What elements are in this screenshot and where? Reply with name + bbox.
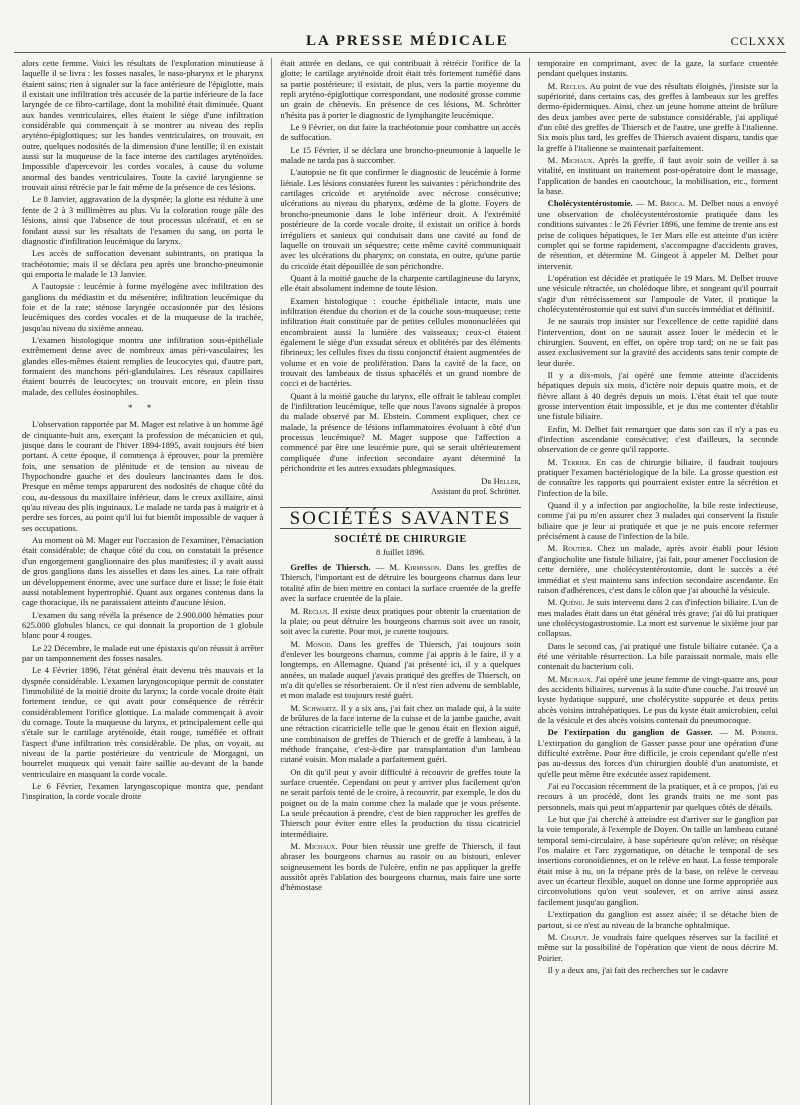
speaker-name: M. Michaux. xyxy=(547,155,595,166)
paragraph: M. Chaput. Je voudrais faire quelques réserves sur la facilité et même sur la possibilité de l'opération que vient de nous décrire M. Poirier. xyxy=(537,931,778,963)
speaker-name: M. Reclus. xyxy=(290,605,330,616)
paragraph: L'opération est décidée et pratiquée le 19 Mars. M. Delbet trouve une vésicule rétractée, un cholédoque libre, et songeant qu'il pourrait s'agir d'un rétrécissement sur l'ampoule de Vater, il pratique la cholécystentérostomie qui est suivi d'un succès immédiat et définitif. xyxy=(537,272,778,314)
column-1 xyxy=(14,58,271,1105)
paragraph: Le 4 Février 1896, l'état général était devenu très mauvais et la dyspnée considérable. L'examen laryngoscopique permit de constater l'immobilité de la moitié droite du larynx; la corde vocale droite était fortement tendue, ce qui avait pour conséquence de rétrécir considérablement l'orifice glottique. La malade commençait à avoir du cornage. Toute la muqueuse du larynx, et principalement celle qui s'étale sur le cartilage aryténoïde, était rouge, tuméfiée et offrait l'aspect d'une infiltration très considérable. De plus, on voyait, au niveau de la partie postérieure du ventricule de Morgagni, un bourrelet muqueux qui venait faire saillie au-devant de la bande ventriculaire en masquant la corde vocale. xyxy=(22,665,264,779)
paragraph: Enfin, M. Delbet fait remarquer que dans son cas il n'y a pas eu d'infection ascendante consécutive; c'est d'ailleurs, la seconde observation de ce genre qu'il rapporte. xyxy=(537,423,778,455)
paragraph: M. Reclus. Au point de vue des résultats éloignés, j'insiste sur la supériorité, dans certains cas, des greffes à lambeaux sur les greffes dermo-épidermiques. Ainsi, chez un jeune homme atteint de brûlure des deux jambes avec perte de substance considérable, j'ai appliqué d'un côté des greffes de Thiersch et de l'autre, une greffe à l'italienne. Six mois plus tard, les greffes de Thiersch avaient disparu, tandis que la greffe à l'italienne se maintenait parfaitement. xyxy=(537,80,778,153)
paragraph: Quant à la moitié gauche du larynx, elle offrait le tableau complet de l'infiltration leucémique, telle que nous l'avons signalée à propos du malade observé par M. Ebstein. Comment expliquer, chez ce malade, la présence de lésions inflammatoires évoluant à côté d'un processus leucémique? M. Mager suppose que l'affection a commencé par être une leucémie pure, qui se serait ultérieurement compliquée d'une infection secondaire ayant déterminé la périchondrite et les autres exsudats phlegmasiques. xyxy=(280,390,521,474)
speaker-name: M. Reclus. xyxy=(547,80,588,91)
paragraph: M. Michaux. Après la greffe, il faut avoir soin de veiller à sa vitalité, en instituant un traitement post-opératoire dont le massage, l'application de bandes en caoutchouc, la mobilisation, etc., forment la base. xyxy=(537,155,778,197)
paragraph: Il y a deux ans, j'ai fait des recherches sur le cadavre xyxy=(547,964,729,975)
header-rule xyxy=(14,52,786,53)
speaker-name: M. Terrier. xyxy=(547,456,592,467)
section-title: SOCIÉTÉS SAVANTES xyxy=(289,508,512,530)
society-name: SOCIÉTÉ DE CHIRURGIE xyxy=(334,534,467,546)
article-signature xyxy=(280,476,520,497)
paragraph: Le but que j'ai cherché à atteindre est d'arriver sur le ganglion par la voie temporale, à l'exemple de Doyen. On taille un lambeau cutané temporal semi-circulaire, à base supérieure qu'on relève; on résèque l'os malaire et l'arc zygomatique, on détache le temporal de ses insertions coronoïdiennes, et on le relève en haut. La fosse temporale était mise à nu, on la trépane près de la base, on relève le cerveau avec un écarteur flexible, auquel on donne une forme appropriée aux circonvolutions qu'on veut soulever, et on arrive ainsi assez facilement jusqu'au ganglion. xyxy=(537,814,778,907)
text-columns xyxy=(14,58,786,1105)
author-name: Dr Heller, xyxy=(481,476,521,487)
journal-title: LA PRESSE MÉDICALE xyxy=(305,32,509,49)
paragraph: Le 15 Février, il se déclara une broncho-pneumonie à laquelle le malade ne tarda pas à succomber. xyxy=(280,144,521,166)
speaker-name: M. Broca. xyxy=(647,198,685,209)
paragraph: Le 8 Janvier, aggravation de la dyspnée; la glotte est réduite à une fente de 2 à 3 millimètres au plus. Vu la coloration rouge pâle des lésions, ainsi que l'absence de tout processus ulcératif, et en se fondant aussi sur les résultats de l'examen du sang, on porta le diagnostic d'infiltration leucémique du larynx. xyxy=(22,194,264,246)
speaker-name: M. Quénu. xyxy=(547,597,585,608)
paragraph: L'observation rapportée par M. Mager est relative à un homme âgé de cinquante-huit ans, exerçant la profession de mécanicien et qui, jusque dans le courant de l'hiver 1894-1895, avait toujours été bien portant. A cette époque, il commença à éprouver, pour la première fois, une sensation de plénitude et de tension au niveau de l'hypochondre gauche et des douleurs lancinantes dans le dos. Presque en même temps apparurent des nodosités de chaque côté du cou, au-dessous du maxillaire inférieur, dans le creux axillaire, ainsi qu'au niveau des plis inguinaux. Le malade ne tarda pas à maigrir et à perdre ses forces, au point qu'il lui fut bientôt impossible de vaquer à ses occupations. xyxy=(22,419,264,533)
section-separator: * * xyxy=(128,403,158,413)
paragraph: L'autopsie ne fit que confirmer le diagnostic de leucémie à forme liénale. Les lésions constatées furent les suivantes : périchondrite des cartilages cricoïde et aryténoïde avec nécrose consécutive; ulcérations au niveau du pharynx, œdème de la glotte. Foyers de broncho-pneumonie dans le lobe inférieur droit. A l'extrémité postérieure de la corde vocale droite, il existait un orifice à bords irréguliers et sanieux qui conduisait dans une cavité au fond de laquelle on trouvait un séquestre; cette même cavité communiquait avec les ulcérations du pharynx; on constata, en outre, qu'une partie du cricoïde était dépouillée de son périchondre. xyxy=(280,167,521,271)
paragraph: était attirée en dedans, ce qui contribuait à rétrécir l'orifice de la glotte; le cartilage aryténoïde droit était très fortement tuméfié dans sa partie postérieure; il existait, de plus, vers la partie moyenne du repli aryténo-épiglottique correspondant, une nodosité grosse comme un grain de chènevis. En présence de ces lésions, M. Schrötter n'hésita pas à porter le diagnostic de lymphangite leucémique. xyxy=(280,58,521,120)
paragraph: A l'autopsie : leucémie à forme myélogène avec infiltration des ganglions du médiastin et du mésentère; infiltration leucémique du foie et de la rate; sténose laryngée occasionnée par des lésions leucémiques des cordes vocales et de la muqueuse de la trachée, jusqu'au niveau du sixième anneau. xyxy=(22,281,264,333)
paragraph: M. Monod. Dans les greffes de Thiersch, j'ai toujours soin d'enlever les bourgeons charnus, comme j'ai appris à le faire, il y a longtemps, en Allemagne. Quand j'ai présenté ici, il y a quelques années, un malade auquel j'avais pratiqué des greffes de Thiersch, on m'a dit qu'elles se résorberaient. Or il n'est rien advenu de semblable, et mon malade est toujours resté guéri. xyxy=(280,638,521,701)
paragraph: temporaire en comprimant, avec de la gaze, la surface cruentée pendant quelques instants. xyxy=(537,58,778,79)
paragraph: Quand il y a infection par angiocholite, la bile reste infectieuse, comme j'ai pu m'en assurer chez 3 malades qui conservent la fistule biliaire que je leur ai pratiquée et que je ne puis encore refermer précisément à cause de l'infection de la bile. xyxy=(537,500,778,542)
paragraph: Je ne saurais trop insister sur l'excellence de cette rapidité dans l'intervention, dont on ne saurait assez louer le médecin et le chirurgien. Souvent, en effet, on opère trop tard; on ne se fait pas assez exclusivement sur la gravité des accidents sans tenir compte de leur durée. xyxy=(537,316,778,368)
paragraph: Greffes de Thiersch. — M. Kirmisson. Dans les greffes de Thiersch, l'important est de détruire les bourgeons charnus dans leur totalité afin de bien mettre en contact la surface cruentée de la greffe avec la surface cruentée de la plaie. xyxy=(280,562,521,604)
topic-heading: Greffes de Thiersch. xyxy=(290,562,371,573)
paragraph: De l'extirpation du ganglion de Gasser. — M. Poirier. L'extirpation du ganglion de Gasser passe pour une opération d'une difficulté extrême. Pour être difficile, je crois cependant qu'elle n'est pas au-dessus des forces d'un chirurgien doublé d'un anatomiste, et qu'elle peut même être exécutée assez rapidement. xyxy=(537,727,778,779)
speaker-name: M. Routier. xyxy=(547,543,593,554)
paragraph: Le 22 Décembre, le malade eut une épistaxis qu'on réussit à arrêter par un tamponnement des fosses nasales. xyxy=(22,642,264,663)
speaker-name: M. Schwartz. xyxy=(290,702,339,713)
paragraph: Le 9 Février, on dut faire la trachéotomie pour combattre un accès de suffocation. xyxy=(280,122,521,143)
speaker-name: M. Michaux. xyxy=(290,841,338,852)
column-3 xyxy=(529,58,786,1105)
paragraph: M. Reclus. Il existe deux pratiques pour obtenir la cruentation de la plaie; ou peut détruire les bourgeons charnus soit avec un rasoir, soit avec la curette. Pour moi, je curette toujours. xyxy=(280,605,521,637)
paragraph: M. Terrier. En cas de chirurgie biliaire, il faudrait toujours pratiquer l'examen bactériologique de la bile. La grosse question est de connaître les rapports qui pourraient exister entre la sécrétion et l'infection de la bile. xyxy=(537,456,778,498)
section-heading-box xyxy=(280,507,520,529)
paragraph: J'ai eu l'occasion récemment de la pratiquer, et à ce propos, j'ai eu recours à un procédé, dont les grands traits ne me sont pas personnels, mais qui peut m'appartenir par quelques côtés de détails. xyxy=(537,781,778,812)
column-2 xyxy=(271,58,528,1105)
paragraph: Dans le second cas, j'ai pratiqué une fistule biliaire cutanée. Ça a été une véritable résurrection. La bile paraissait normale, mais elle contenait du bacterium coli. xyxy=(537,640,778,672)
paragraph: Il y a dix-mois, j'ai opéré une femme atteinte d'accidents hépatiques depuis six mois, d'ictère noir depuis quatre mois, et de fièvre allant à 40 degrés depuis un mois. L'état était tel que toute grosse intervention était impossible, et je dus me contenter d'établir une fistule biliaire. xyxy=(537,369,778,422)
paragraph: L'examen histologique montra une infiltration sous-épithéliale extrêmement dense avec de nombreux amas péri-vasculaires; les glandes elles-mêmes étaient remplies de leucocytes qui, d'autre part, formaient des manchons péri-glandulaires. Les réseaux capillaires étaient bourrés de leucocytes; on trouvait encore, en plein tissu malade, des cellules éosinophiles. xyxy=(22,334,264,397)
page-header xyxy=(14,30,786,52)
paragraph: Au moment où M. Mager eut l'occasion de l'examiner, l'émaciation était considérable; de chaque côté du cou, on constatait la présence d'un engorgement ganglionnaire des plus manifestes; il y avait aussi de gros ganglions dans les aisselles et dans les aines. La rate offrait un développement énorme, avec une surface dure et lisse; le foie était aussi notablement hypertrophié. Quant aux organes contenus dans la cage thoracique, ils ne paraissaient atteints d'aucune lésion. xyxy=(22,535,264,608)
paragraph: Quant à la moitié gauche de la charpente cartilagineuse du larynx, elle était absolument indemne de toute lésion. xyxy=(280,272,521,294)
paragraph: M. Routier. Chez un malade, après avoir établi pour lésion d'angiocholite une fistule biliaire, j'ai fait, pour amener l'occlusion de cette dernière, une cholécystentérostomie, dont le succès a été immédiat et s'est maintenu sans infection secondaire ascendante. En raison d'adhérences, c'est dans le côlon que j'ai abouché la vésicule. xyxy=(537,543,778,595)
topic-heading: Cholécystentérostomie. xyxy=(547,198,633,209)
page-folio: CCLXXX xyxy=(730,33,786,48)
paragraph: L'extirpation du ganglion est assez aisée; il se détache bien de partout, si ce n'est au niveau de la branche ophtalmique. xyxy=(537,909,778,930)
paragraph: L'examen du sang révéla la présence de 2.900.000 hématies pour 625.000 globules blancs, ce qui donnait la proportion de 1 globule blanc pour 4 rouges. xyxy=(22,609,264,641)
paragraph: M. Michaux. Pour bien réussir une greffe de Thiersch, il faut abraser les bourgeons charnus au rasoir ou au bistouri, enlever soigneusement les bords de l'ulcère, enfin ne pas appliquer la greffe aussitôt après l'ablation des bourgeons charnus, mais faire une sorte d'hémostase xyxy=(280,841,521,893)
author-role: Assistant du prof. Schrötter. xyxy=(431,486,521,496)
paragraph: Cholécystentérostomie. — M. Broca. M. Delbet nous a envoyé une observation de cholécystentérostomie pratiquée dans les conditions suivantes : le 26 Février 1896, une femme de trente ans est prise de coliques hépatiques, le 1er Mars elle est atteinte d'un ictère complet qui se forme rapidement, s'accompagne d'accidents graves, de rétention, et détermine M. Gingeot à appeler M. Delbet pour intervenir. xyxy=(537,198,779,271)
topic-heading: De l'extirpation du ganglion de Gasser. xyxy=(547,727,713,738)
paragraph: Examen histologique : couche épithéliale intacte, mais une infiltration étendue du chorion et de la couche sous-muqueuse; cette infiltration était constituée par de petites cellules mononucléées qui encombraient aussi la lumière des vaisseaux; ceux-ci étaient également le siège d'un exsudat séreux et oblitérés par des éléments fibrineux; les cellules fixes du tissu conjonctif étaient augmentées de volume et en voie de prolifération. Dans la cavité de la face, on trouvait des lambeaux de tissus sphacélés et un grand nombre de cocci et de bactéries. xyxy=(280,295,521,389)
speaker-name: M. Chaput. xyxy=(547,931,589,942)
paragraph: M. Michaux. J'ai opéré une jeune femme de vingt-quatre ans, pour des accidents biliaires, survenus à la suite d'une couche. J'ai trouvé un kyste hydatique suppuré, une cholécystite suppurée et deux petits abcès voisins intrahépatiques. Le pus du kyste était amicrobien, celui de la vésicule et des abcès voisins contenait du pneumocoque. xyxy=(537,673,778,725)
paragraph: Les accès de suffocation devenant subintrants, on pratiqua la trachéotomie; mais il se déclara peu après une broncho-pneumonie qui emporta le malade le 13 Janvier. xyxy=(22,248,264,279)
paragraph: alors cette femme. Voici les résultats de l'exploration minutieuse à laquelle il se livra : les fosses nasales, le naso-pharynx et le pharynx étaient sains; rien à signaler sur la face antérieure de l'épiglotte, mais il existait une infiltration très accusée de la partie inférieure de la face laryngée de ce fibro-cartilage, dont la mobilité était diminuée. Quant aux bandes ventriculaires, elles étaient le siège d'une infiltration considérable qui commençait à se montrer au niveau des replis aryténo-épiglottiques; sur les bandes ventriculaires, on trouvait, en outre, quelques nodosités de la dimension d'une lentille; il en existait aussi sur la muqueuse de la face interne des cartilages aryténoïdes. Impossible d'apercevoir les cordes vocales, à cause du volume anormal des bandes ventriculaires. Toute la cavité laryngienne se trouvait ainsi rétrécie par le fait même de la présence de ces lésions. xyxy=(22,58,264,193)
speaker-name: M. Michaux. xyxy=(547,673,593,684)
speaker-name: M. Poirier. xyxy=(734,727,778,738)
paragraph: Le 6 Février, l'examen laryngoscopique montra que, pendant l'inspiration, la corde vocale droite xyxy=(22,781,264,802)
speaker-name: M. Monod. xyxy=(290,638,333,649)
paragraph: M. Schwartz. Il y a six ans, j'ai fait chez un malade qui, à la suite de brûlures de la face interne de la cuisse et de la jambe gauche, avait une rétraction cicatricielle telle que le genou était en flexion aiguë, une combinaison de greffes de Thiersch et de greffe à lambeau, à la méthode française, c'est-à-dire par transplantation d'un lambeau cutané voisin. Mon malade a parfaitement guéri. xyxy=(280,702,521,765)
paragraph: M. Quénu. Je suis intervenu dans 2 cas d'infection biliaire. L'un de mes malades était dans un état général très grave; j'ai dû lui pratiquer une cholécystogastrostomie. La mort est survenue le sixième jour par collapsus. xyxy=(537,597,778,639)
session-date: 8 Juillet 1896. xyxy=(376,546,425,557)
paragraph: On dit qu'il peut y avoir difficulté à recouvrir de greffes toute la surface cruentée. Cependant on peut y arriver plus facilement qu'on ne serait parfois tenté de le croire, à recouvrir, par exemple, le dos du poignet ou de la main comme chez la malade que je vous présente. La seule précaution à prendre, c'est de bien rapprocher les greffes de Thiersch pour éviter entre elles la production du tissu cicatriciel intermédiaire. xyxy=(280,766,521,839)
speaker-name: M. Kirmisson. xyxy=(389,562,442,573)
